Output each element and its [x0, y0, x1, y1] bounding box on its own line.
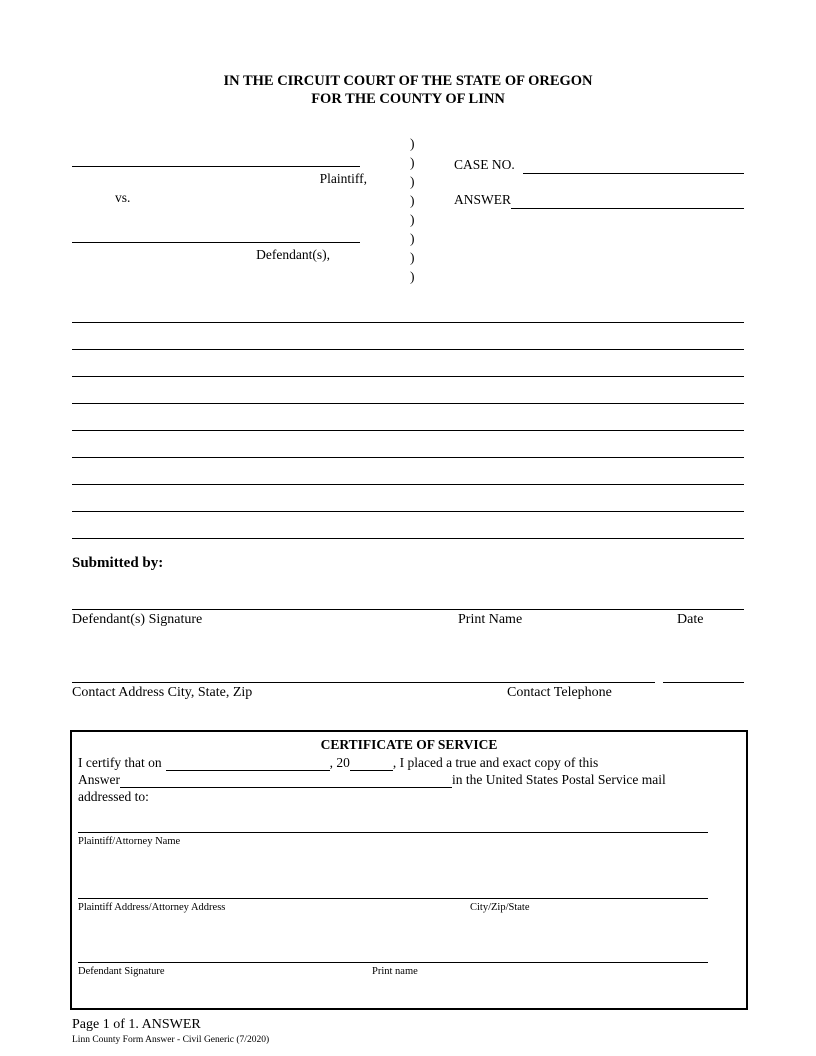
plaintiff-address-label: Plaintiff Address/Attorney Address — [78, 902, 226, 913]
certify-text-4: Answer — [78, 772, 120, 787]
signature-labels — [72, 610, 744, 630]
plaintiff-label: Plaintiff, — [319, 171, 367, 186]
defendant-label: Defendant(s), — [256, 247, 330, 262]
plaintiff-attorney-name-label: Plaintiff/Attorney Name — [78, 836, 181, 847]
caption-paren — [410, 172, 454, 191]
case-no-row — [454, 155, 744, 174]
service-date-field[interactable] — [166, 758, 330, 771]
certificate-title: CERTIFICATE OF SERVICE — [320, 737, 498, 752]
paren-glyph: ) — [410, 250, 415, 265]
answer-body-line[interactable] — [72, 431, 744, 458]
certify-line-1 — [78, 754, 740, 771]
contact-telephone-label: Contact Telephone — [507, 685, 612, 700]
answer-body-line[interactable] — [72, 512, 744, 539]
caption-paren — [410, 267, 454, 286]
certify-text-1: I certify that on — [78, 755, 162, 770]
footer-page-label: Page 1 of 1. ANSWER — [72, 1017, 201, 1032]
address-labels — [78, 901, 740, 915]
cert-defendant-signature-label: Defendant Signature — [78, 966, 165, 977]
answer-body-line[interactable] — [72, 458, 744, 485]
paren-glyph: ) — [410, 212, 415, 227]
caption-paren — [410, 153, 454, 172]
answer-body-line[interactable] — [72, 323, 744, 350]
answer-body-line[interactable] — [72, 485, 744, 512]
contact-labels — [72, 683, 744, 703]
caption-paren-column — [402, 134, 454, 286]
service-year-field[interactable] — [350, 758, 393, 771]
court-title-line2: FOR THE COUNTY OF LINN — [311, 91, 505, 107]
answer-title-field[interactable] — [120, 775, 452, 788]
paren-glyph: ) — [410, 174, 415, 189]
caption-paren — [410, 134, 454, 153]
answer-body-lines — [72, 296, 744, 539]
certify-text-3: , I placed a true and exact copy of this — [392, 755, 599, 770]
vs-label: vs. — [115, 190, 131, 205]
caption-paren — [410, 191, 454, 210]
cert-signature-labels — [78, 965, 740, 979]
caption-case-info — [454, 134, 744, 286]
cert-defendant-signature-field[interactable] — [78, 962, 708, 963]
cert-print-name-label: Print name — [372, 966, 418, 977]
caption-paren — [410, 229, 454, 248]
contact-address-label: Contact Address City, State, Zip — [72, 685, 253, 700]
paren-glyph: ) — [410, 155, 415, 170]
court-title — [72, 0, 744, 108]
caption-paren — [410, 210, 454, 229]
answer-number-field[interactable] — [511, 190, 744, 209]
paren-glyph: ) — [410, 136, 415, 151]
certify-line-2 — [78, 771, 740, 788]
plaintiff-attorney-name-field[interactable] — [78, 832, 708, 833]
certificate-of-service-box — [70, 730, 748, 1010]
footer-form-version: Linn County Form Answer - Civil Generic (7/2020) — [72, 1035, 270, 1045]
caption-parties — [72, 134, 402, 286]
case-caption — [72, 134, 744, 286]
submitted-by-heading: Submitted by: — [72, 555, 164, 571]
defendant-signature-label: Defendant(s) Signature — [72, 612, 203, 627]
case-no-label: CASE NO. — [454, 157, 519, 172]
answer-body-line[interactable] — [72, 350, 744, 377]
answer-row — [454, 190, 744, 209]
paren-glyph: ) — [410, 269, 415, 284]
paren-glyph: ) — [410, 231, 415, 246]
city-zip-state-label: City/Zip/State — [470, 902, 530, 913]
date-label: Date — [677, 612, 704, 627]
answer-body-line[interactable] — [72, 377, 744, 404]
certify-text-5: in the United States Postal Service mail — [452, 772, 666, 787]
case-number-field[interactable] — [523, 155, 744, 174]
paren-glyph: ) — [410, 193, 415, 208]
plaintiff-address-field[interactable] — [78, 898, 708, 899]
certify-text-2: , 20 — [329, 755, 350, 770]
answer-body-line[interactable] — [72, 404, 744, 431]
answer-label: ANSWER — [454, 192, 511, 207]
print-name-label: Print Name — [458, 612, 523, 627]
certify-line-3: addressed to: — [78, 789, 149, 804]
caption-paren — [410, 248, 454, 267]
court-title-line1: IN THE CIRCUIT COURT OF THE STATE OF OREGON — [223, 73, 593, 89]
answer-body-line[interactable] — [72, 296, 744, 323]
page-footer — [72, 1016, 744, 1046]
